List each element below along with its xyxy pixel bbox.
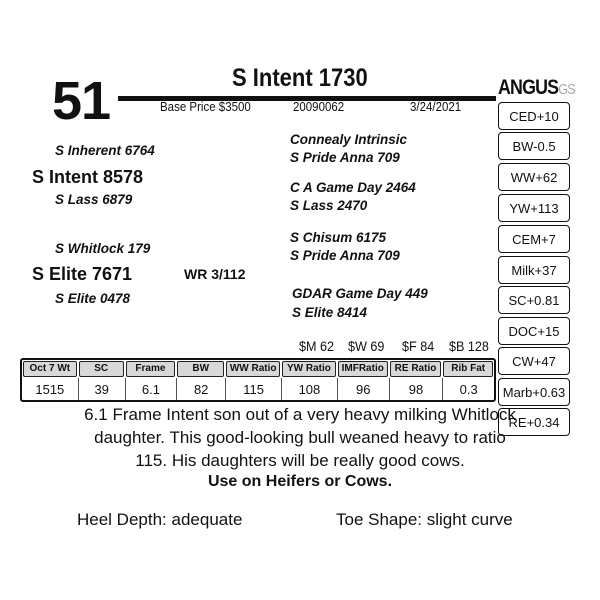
index-f: $F 84 [402,338,435,354]
value-yw-ratio: 108 [281,378,337,400]
animal-name: S Intent 1730 [232,64,368,92]
wr-ratio: WR 3/112 [184,266,246,282]
value-sc: 39 [78,378,125,400]
epd-cem: CEM+7 [498,225,570,253]
registration-number: 20090062 [293,100,345,114]
index-w: $W 69 [348,338,385,354]
comment-line-3: 115. His daughters will be really good cows. [135,451,465,470]
grandsire-dam: S Pride Anna 709 [290,150,400,165]
epd-ced: CED+10 [498,102,570,130]
angus-gs-logo [498,76,575,100]
grandsire-sire: Connealy Intrinsic [290,132,408,147]
epd-yw: YW+113 [498,194,570,222]
comment-line-2: daughter. This good-looking bull weaned heavy to ratio [94,428,506,447]
comment-line-1: 6.1 Frame Intent son out of a very heavy milking Whitlock [84,405,516,424]
dam-granddam-dam: S Elite 8414 [292,305,368,320]
sire-sire: S Inherent 6764 [55,143,155,158]
header-sc: SC [79,361,124,377]
epd-sc: SC+0.81 [498,286,570,314]
sire-dam: S Lass 6879 [55,192,133,207]
epd-ww: WW+62 [498,163,570,191]
dam: S Elite 7671 [32,264,133,284]
header-re-ratio: RE Ratio [390,361,442,377]
header-rib-fat: Rib Fat [443,361,493,377]
value-re-ratio: 98 [389,378,443,400]
index-m: $M 62 [299,338,335,354]
toe-shape: Toe Shape: slight curve [336,510,513,529]
value-frame: 6.1 [125,378,176,400]
index-b: $B 128 [449,338,489,354]
logo-suffix-text: GS [558,81,575,98]
dam-grandsire-sire: S Chisum 6175 [290,230,387,245]
value-ww-ratio: 115 [225,378,281,400]
header-imf-ratio: IMFRatio [338,361,388,377]
value-oct-wt: 1515 [35,381,65,397]
dam-grandsire-dam: S Pride Anna 709 [290,248,400,263]
header-oct-wt: Oct 7 Wt [23,361,77,377]
epd-cw: CW+47 [498,347,570,375]
heel-depth: Heel Depth: adequate [77,510,243,529]
header-yw-ratio: YW Ratio [282,361,336,377]
sire: S Intent 8578 [32,167,144,187]
performance-value-row [22,378,494,400]
header-frame: Frame [126,361,175,377]
value-imf-ratio: 96 [337,378,389,400]
epd-milk: Milk+37 [498,256,570,284]
granddam-dam: S Lass 2470 [290,198,368,213]
dam-granddam-sire: GDAR Game Day 449 [292,286,428,301]
dam-sire: S Whitlock 179 [55,241,151,256]
epd-bw: BW-0.5 [498,132,570,160]
dam-dam: S Elite 0478 [55,291,131,306]
performance-table [20,358,496,402]
base-price: Base Price $3500 [160,100,251,114]
header-ww-ratio: WW Ratio [226,361,280,377]
performance-header-row [22,360,494,378]
epd-re: RE+0.34 [498,408,570,436]
epd-marb: Marb+0.63 [498,378,570,406]
granddam-sire: C A Game Day 2464 [290,180,416,195]
birth-date: 3/24/2021 [410,100,462,114]
lot-number: 51 [52,71,111,131]
value-rib-fat: 0.3 [442,378,494,400]
logo-main-text: ANGUS [498,76,559,99]
value-bw: 82 [176,378,225,400]
header-bw: BW [177,361,224,377]
epd-doc: DOC+15 [498,317,570,345]
use-recommendation: Use on Heifers or Cows. [207,473,393,490]
